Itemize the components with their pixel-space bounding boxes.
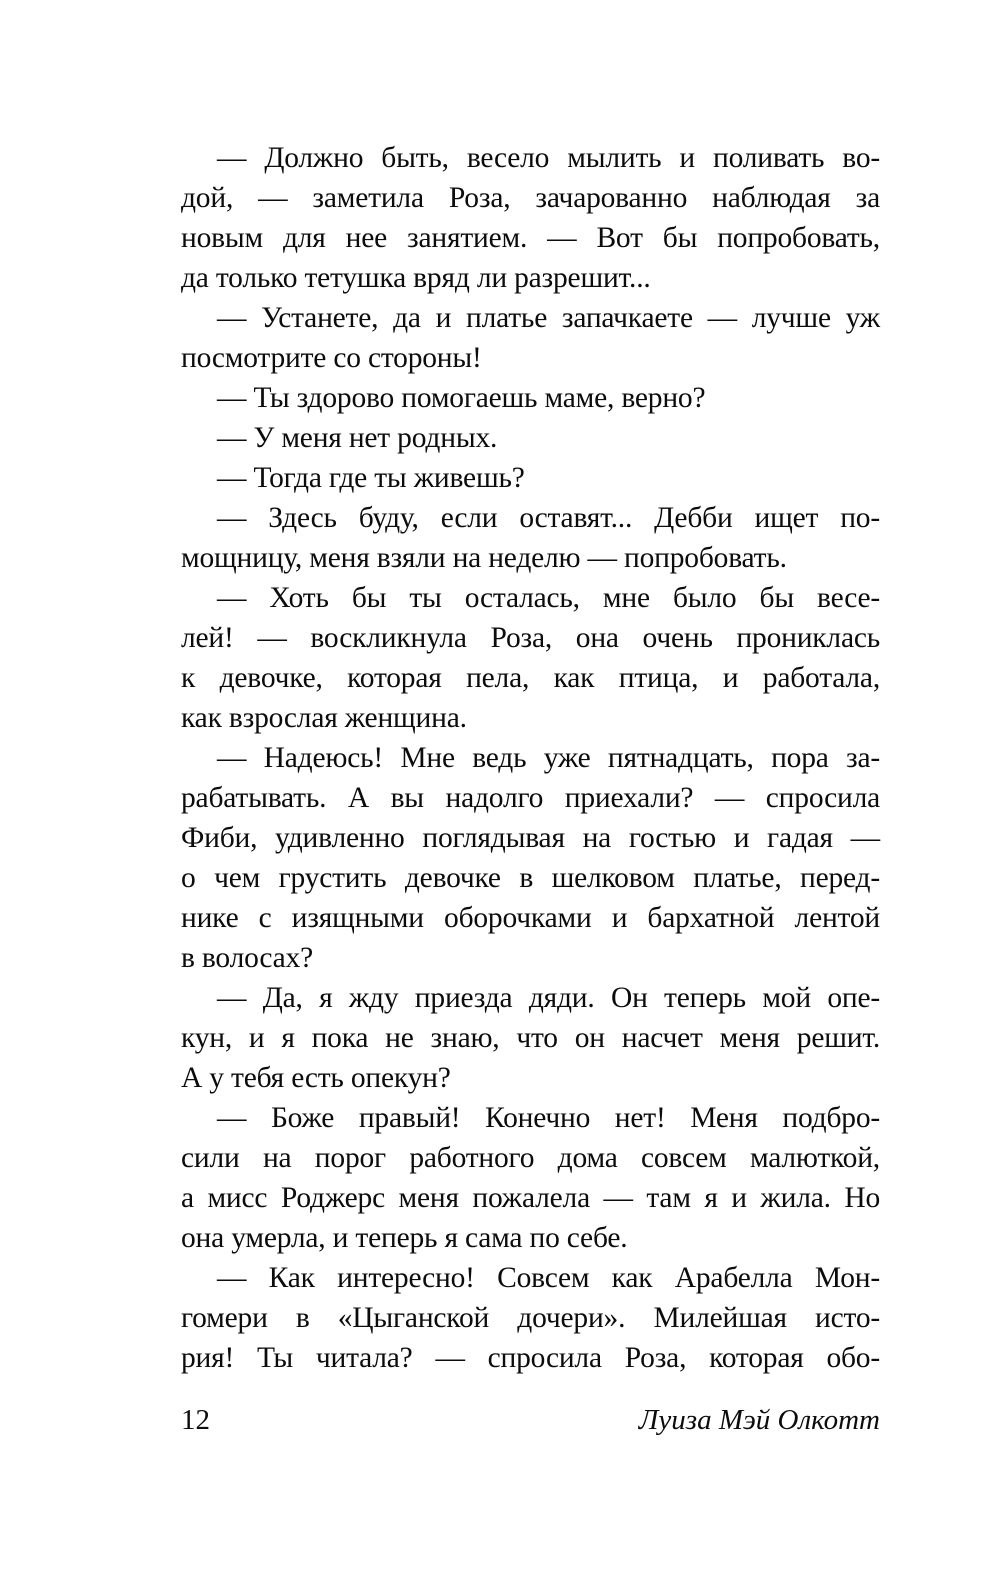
text-line: в волосах? <box>181 942 313 974</box>
text-line: — Боже правый! Конечно нет! Меня подбро- <box>217 1102 880 1134</box>
text-line: — Надеюсь! Мне ведь уже пятнадцать, пора за- <box>217 742 880 774</box>
text-line: кун, и я пока не знаю, что он насчет меня решит. <box>181 1022 880 1054</box>
paragraph <box>181 298 880 378</box>
text-line: — Ты здорово помогаешь маме, верно? <box>217 382 706 414</box>
paragraph <box>181 978 880 1098</box>
text-line: да только тетушка вряд ли разрешит... <box>181 262 651 294</box>
paragraph <box>181 378 880 418</box>
text-line: нике с изящными оборочками и бархатной лентой <box>181 902 880 934</box>
paragraph <box>181 578 880 738</box>
text-line: — Да, я жду приезда дяди. Он теперь мой опе- <box>217 982 880 1014</box>
text-line: мощницу, меня взяли на неделю — попробовать. <box>181 542 787 574</box>
text-line: — Как интересно! Совсем как Арабелла Мон- <box>217 1262 880 1294</box>
text-line: Фиби, удивленно поглядывая на гостью и гадая — <box>181 822 880 854</box>
text-line: о чем грустить девочке в шелковом платье, перед- <box>181 862 880 894</box>
paragraph <box>181 1258 880 1378</box>
paragraph <box>181 498 880 578</box>
text-line: лей! — воскликнула Роза, она очень прониклась <box>181 622 880 654</box>
page-number: 12 <box>181 1404 210 1436</box>
paragraph <box>181 738 880 978</box>
paragraph <box>181 458 880 498</box>
text-line: — Устанете, да и платье запачкаете — лучше уж <box>217 302 880 334</box>
text-line: гомери в «Цыганской дочери». Милейшая исто- <box>181 1302 880 1334</box>
text-line: рабатывать. А вы надолго приехали? — спросила <box>181 782 880 814</box>
text-line: к девочке, которая пела, как птица, и работала, <box>181 662 880 694</box>
text-line: она умерла, и теперь я сама по себе. <box>181 1222 628 1254</box>
text-line: как взрослая женщина. <box>181 702 467 734</box>
text-line: — Должно быть, весело мылить и поливать во- <box>217 142 880 174</box>
text-line: — Хоть бы ты осталась, мне было бы весе- <box>217 582 880 614</box>
text-line: новым для нее занятием. — Вот бы попробовать, <box>181 222 880 254</box>
text-line: — Здесь буду, если оставят... Дебби ищет по- <box>217 502 880 534</box>
running-title-author: Луиза Мэй Олкотт <box>638 1404 880 1436</box>
page-body-text <box>181 138 880 1378</box>
text-line: — У меня нет родных. <box>217 422 498 454</box>
paragraph <box>181 418 880 458</box>
page-footer <box>181 1400 880 1440</box>
text-line: сили на порог работного дома совсем малюткой, <box>181 1142 880 1174</box>
text-line: А у тебя есть опекун? <box>181 1062 451 1094</box>
text-line: рия! Ты читала? — спросила Роза, которая обо- <box>181 1342 880 1374</box>
text-line: посмотрите со стороны! <box>181 342 482 374</box>
paragraph <box>181 138 880 298</box>
paragraph <box>181 1098 880 1258</box>
text-line: а мисс Роджерс меня пожалела — там я и жила. Но <box>181 1182 880 1214</box>
text-line: — Тогда где ты живешь? <box>217 462 525 494</box>
text-line: дой, — заметила Роза, зачарованно наблюдая за <box>181 182 880 214</box>
